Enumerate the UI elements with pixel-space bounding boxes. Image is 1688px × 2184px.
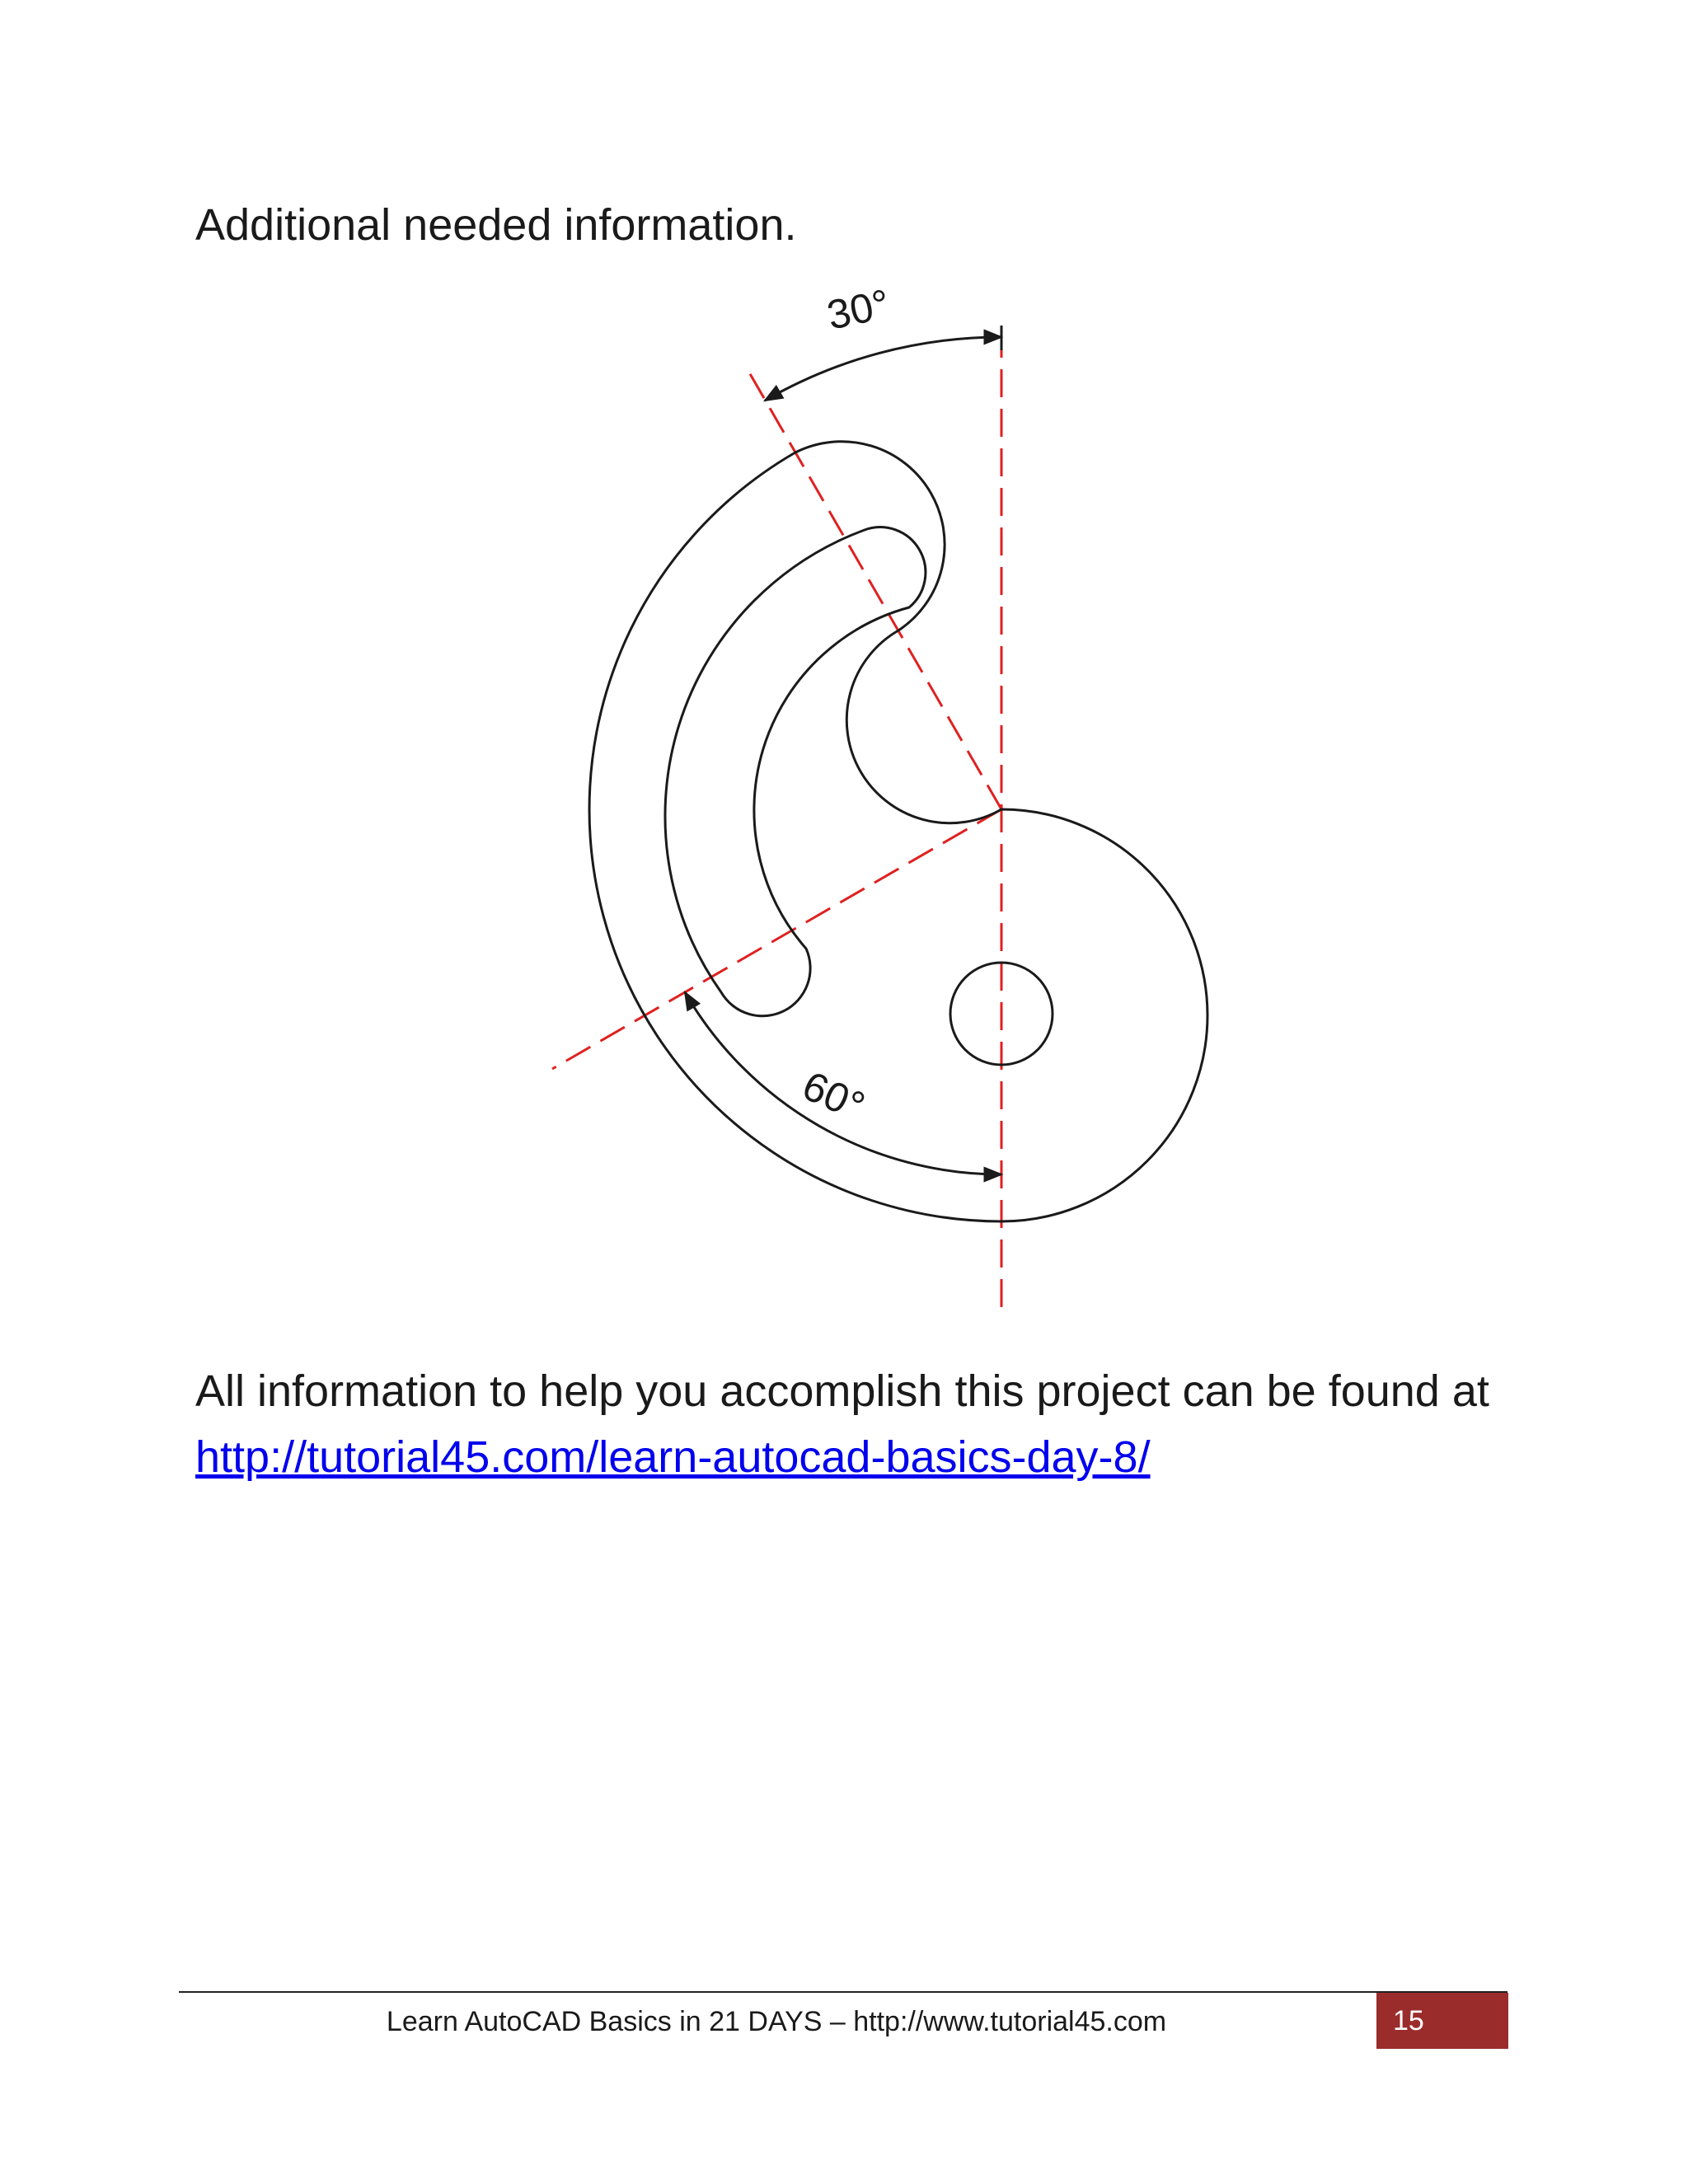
tutorial-link[interactable]: http://tutorial45.com/learn-autocad-basics-day-8/ — [195, 1432, 1151, 1482]
footer-divider — [179, 1991, 1507, 1993]
curved-slot — [665, 527, 926, 1016]
dim-30-arc — [765, 337, 1001, 401]
dim-60-label: 60° — [795, 1062, 872, 1130]
part-outline — [589, 442, 1207, 1221]
page-heading: Additional needed information. — [195, 200, 797, 250]
center-lines — [552, 330, 1001, 1310]
centerline-60deg — [552, 809, 1001, 1069]
dimension-lines — [685, 326, 1001, 1174]
centerline-30deg — [746, 367, 1001, 809]
paragraph-text: All information to help you accomplish this project can be found at — [195, 1366, 1489, 1416]
dim-30-label: 30° — [823, 280, 894, 339]
page-number-badge: 15 — [1376, 1993, 1508, 2049]
cad-drawing — [528, 280, 1269, 1327]
footer-text: Learn AutoCAD Basics in 21 DAYS – http://www.tutorial45.com — [386, 2006, 1167, 2037]
body-paragraph — [195, 1358, 1547, 1490]
outer-contour — [589, 442, 1207, 1221]
